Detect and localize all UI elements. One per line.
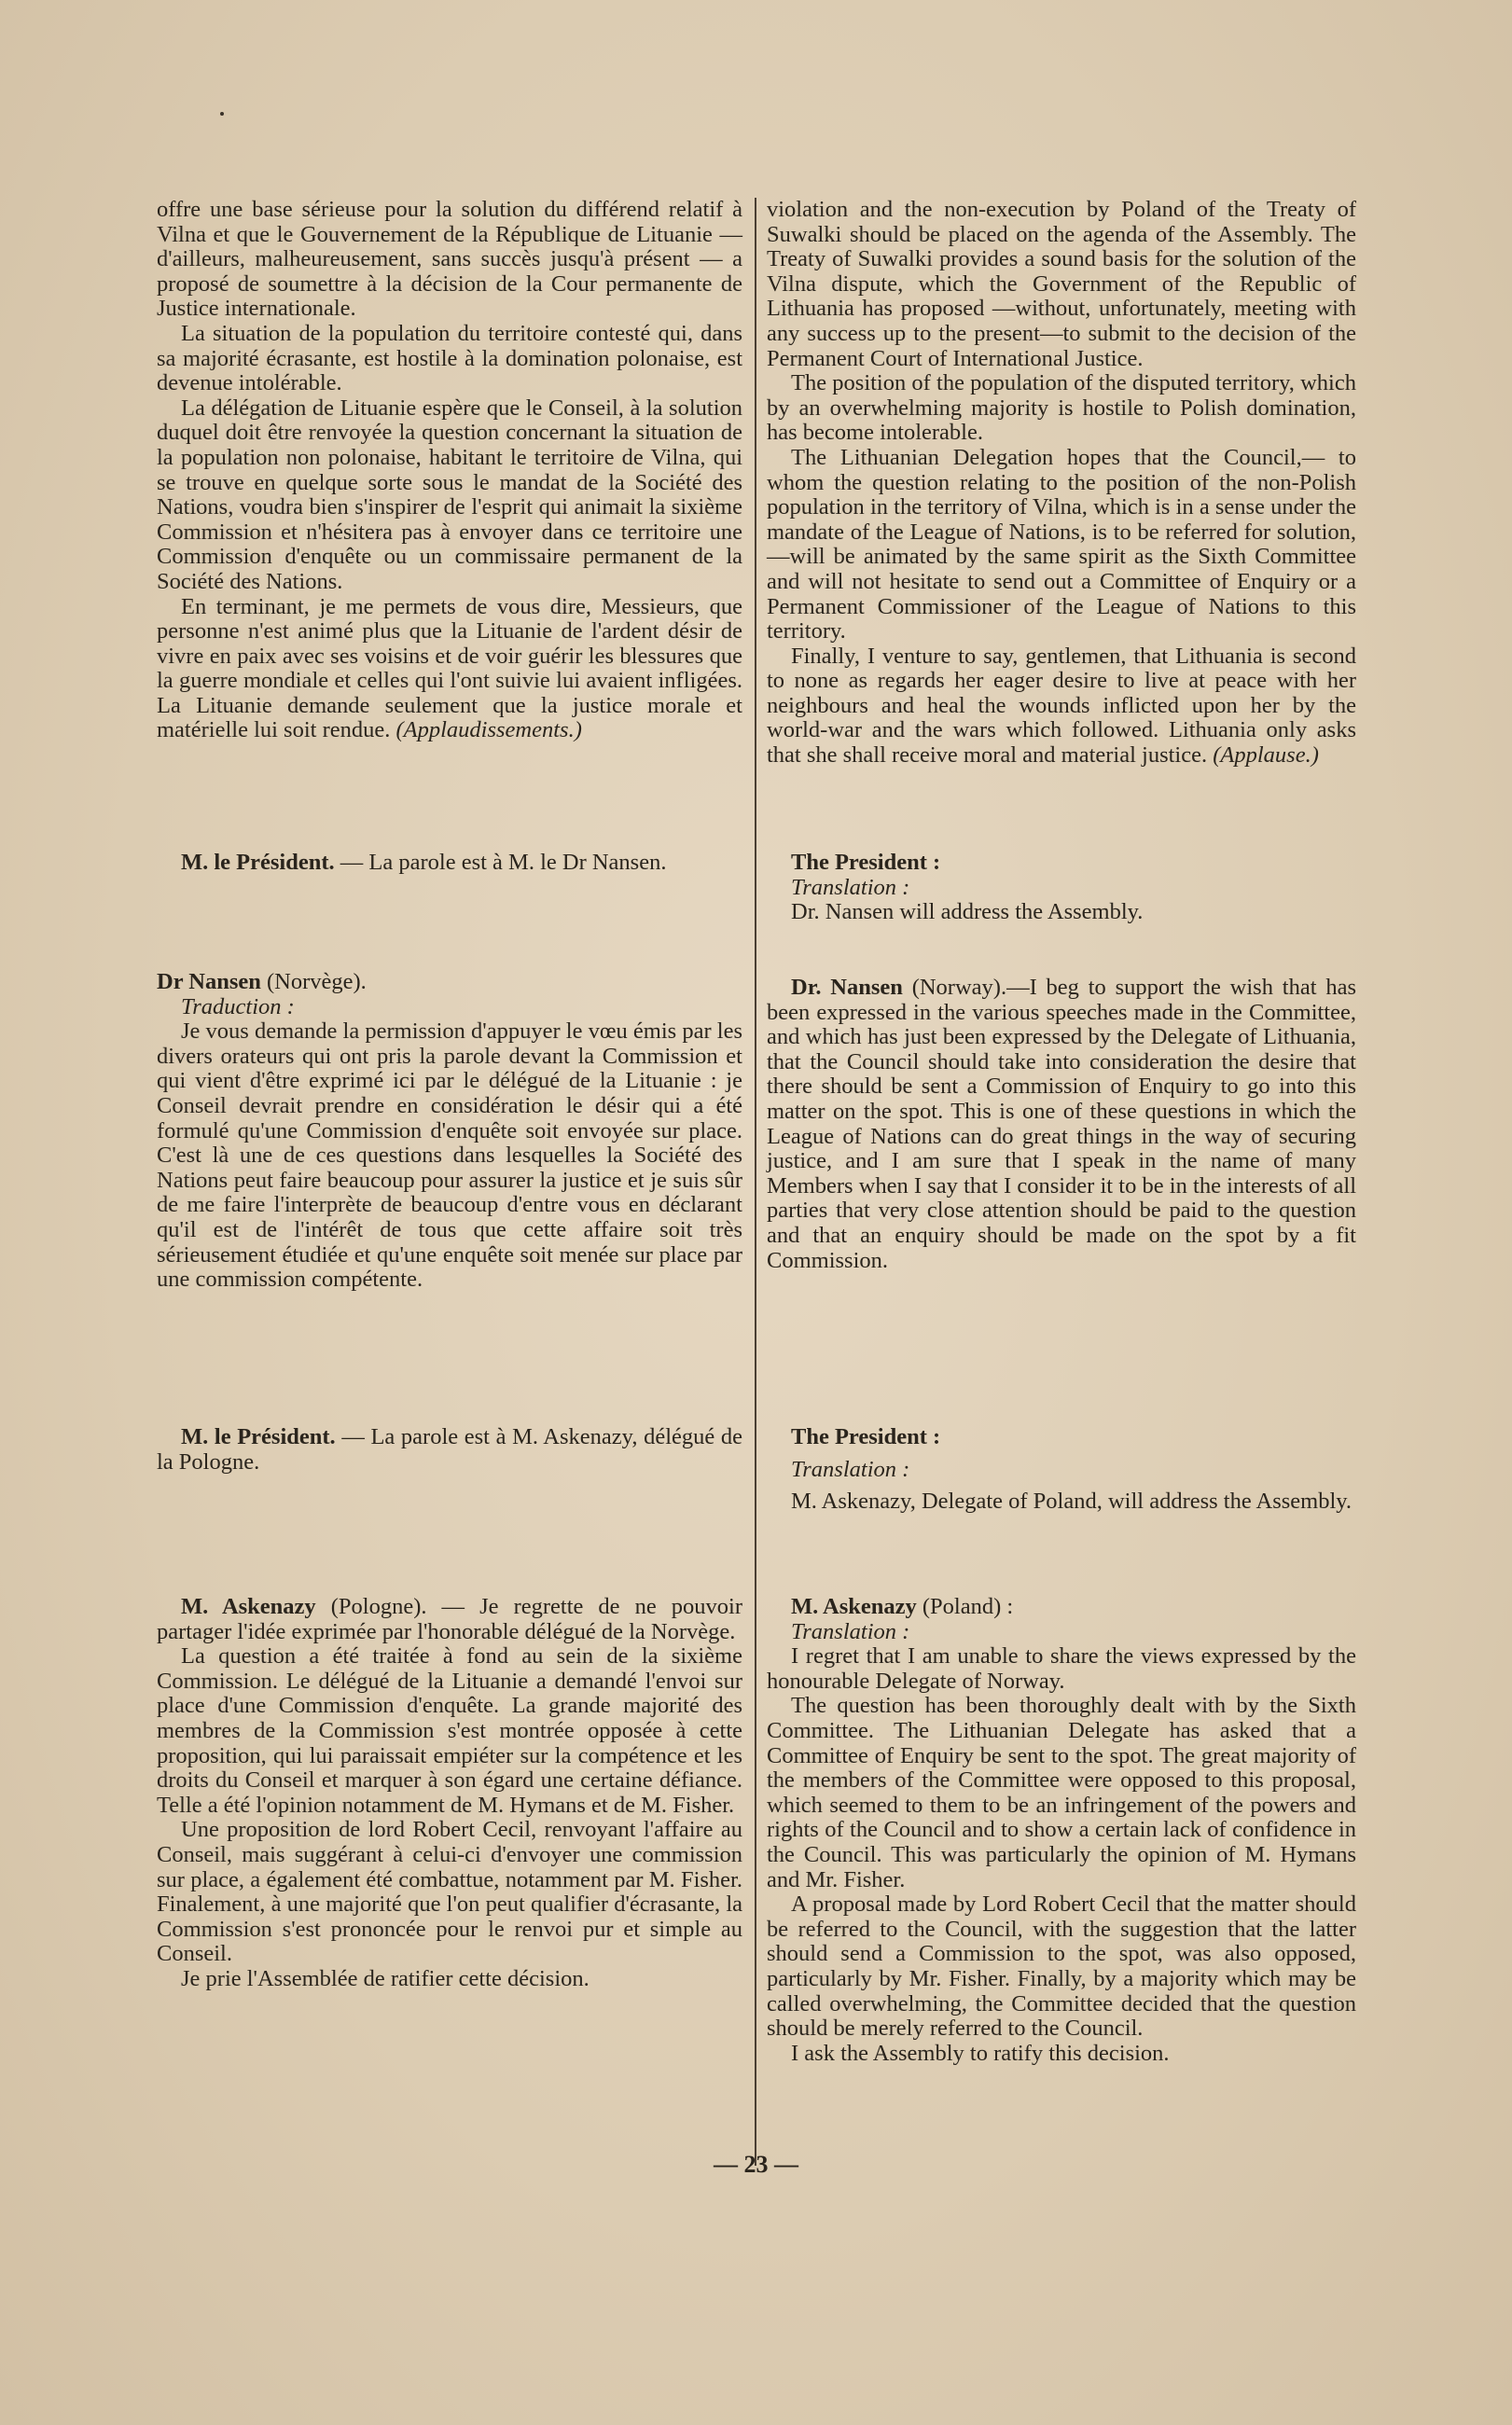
president-remark-2-fr: [157, 1425, 742, 1475]
lithuania-speech-en: [767, 198, 1356, 769]
translation-label: Translation :: [791, 874, 910, 900]
paragraph: I ask the Assembly to ratify this decision.: [791, 2040, 1170, 2066]
paragraph: The Lithuanian Delegation hopes that the Council,— to whom the question relating to the position of the non-Polish population in the territory of Vilna, which is in a sense under the mandate of the League of Nations, is to be referred for solution,—will be animated by the same spirit as the Sixth Committee and will not hesitate to send out a Committee of Enquiry or a Permanent Commissioner of the League of Nations to this territory.: [767, 444, 1356, 644]
paragraph: The question has been thoroughly dealt with by the Sixth Committee. The Lithuanian Delegate has asked that a Committee of Enquiry be sent to the spot. The great majority of the members of the Committee were opposed to this proposal, which seemed to them to be an infringement of the powers and rights of the Council and to show a certain lack of confidence in the Council. This was particularly the opinion of M. Hymans and Mr. Fisher.: [767, 1693, 1356, 1892]
paragraph: La délégation de Lituanie espère que le Conseil, à la solution duquel doit être renvoyée la question concernant la situation de la population non polonaise, habitant le territoire de Vilna, qui se trouve en quelque sorte sous le mandat de la Société des Nations, voudra bien s'inspirer de l'esprit qui animait la sixième Commission et n'hésitera pas à envoyer dans ce territoire une Commission d'enquête ou un commissaire permanent de la Société des Nations.: [157, 395, 742, 594]
paragraph: M. Askenazy, Delegate of Poland, will address the Assembly.: [791, 1489, 1352, 1515]
translation-label: Traduction :: [181, 993, 295, 1019]
nansen-speech-en: [767, 976, 1356, 1273]
president-remark-2-en: [767, 1425, 1356, 1515]
column-divider: [755, 198, 756, 2166]
translation-label: Translation :: [791, 1456, 910, 1482]
speck-mark: [220, 112, 224, 116]
paragraph: Une proposition de lord Robert Cecil, renvoyant l'affaire au Conseil, mais suggérant à celui-ci d'envoyer une commission sur place, a également été combattue, notamment par M. Fisher. Finalement, à une majorité que l'on peut qualifier d'écrasante, la Commission s'est prononcée pour le renvoi pur et simple au Conseil.: [157, 1817, 742, 1967]
paragraph-text: (Pologne). — Je regrette de ne pouvoir partager l'idée exprimée par l'honorable délégué de la Norvège.: [157, 1594, 743, 1644]
paragraph: offre une base sérieuse pour la solution du différend relatif à Vilna et que le Gouvernement de la République de Lituanie — d'ailleurs, malheureusement, sans succès jusqu'à présent — a proposé de soumettre à la décision de la Cour permanente de Justice internationale.: [157, 197, 742, 322]
remark-text: — La parole est à M. Askenazy, délégué de la Pologne.: [157, 1424, 743, 1475]
paragraph: [157, 1595, 742, 1644]
speaker-name: M. Askenazy: [791, 1594, 917, 1619]
translation-label: Translation :: [791, 1618, 910, 1644]
paragraph: [767, 976, 1356, 1273]
speaker-line: [157, 970, 742, 995]
paragraph: [157, 1425, 742, 1475]
speaker-name: M. Askenazy: [181, 1594, 316, 1619]
speaker-name: Dr. Nansen: [791, 975, 903, 1000]
speaker-line: [767, 1595, 1356, 1620]
english-column: [767, 198, 1356, 2166]
paragraph: Je vous demande la permission d'appuyer le vœu émis par les divers orateurs qui ont pris la parole devant la Commission et qui vient d'être exprimé ici par le délégué de la Lituanie : je Conseil devrait prendre en considération le désir qui a été formulé qu'une Commission d'enquête soit envoyée sur place. C'est là une de ces questions dans lesquelles la Société des Nations peut faire beaucoup pour assurer la justice et je suis sûr de me faire l'interprète de beaucoup d'entre vous en déclarant qu'il est de l'intérêt de tous que cette affaire soit très sérieusement étudiée et qu'une enquête soit menée sur place par une commission compétente.: [157, 1018, 742, 1293]
remark-text: — La parole est à M. le Dr Nansen.: [340, 850, 667, 875]
paragraph: La situation de la population du territoire contesté qui, dans sa majorité écrasante, est hostile à la domination polonaise, est devenue intolérable.: [157, 320, 742, 396]
paragraph: [157, 595, 742, 744]
speaker-name: The President :: [791, 850, 941, 875]
paragraph: La question a été traitée à fond au sein de la sixième Commission. Le délégué de la Lituanie a demandé l'envoi sur place d'une Commission d'enquête. La grande majorité des membres de la Commission s'est montrée opposée à cette proposition, qui lui paraissait empiéter sur la compétence et les droits du Conseil et marquer à son égard une certaine défiance. Telle a été l'opinion notamment de M. Hymans et de M. Fisher.: [157, 1643, 742, 1818]
speaker-name: M. le Président.: [181, 1424, 336, 1449]
speaker-name: Dr Nansen: [157, 969, 261, 994]
speaker-name: M. le Président.: [181, 850, 335, 875]
paragraph-text: Finally, I venture to say, gentlemen, that Lithuania is second to none as regards her eager desire to live at peace with her neighbours and heal the wounds inflicted upon her by the world-war and the wars which followed. Lithuania only asks that she shall receive moral and material justice.: [767, 643, 1356, 769]
president-remark-1-fr: [157, 851, 742, 876]
page-number: — 23 —: [714, 2151, 798, 2178]
applause-note: (Applause.): [1213, 742, 1319, 769]
paragraph: A proposal made by Lord Robert Cecil that the matter should be referred to the Council, with the suggestion that the latter should send a Commission to the spot, was also opposed, particularly by Mr. Fisher. Finally, by a majority which may be called overwhelming, the Committee decided that the question should be merely referred to the Council.: [767, 1892, 1356, 2042]
askenazy-speech-fr: [157, 1595, 742, 1992]
askenazy-speech-en: [767, 1595, 1356, 2066]
president-remark-1-en: [767, 851, 1356, 925]
paragraph: The position of the population of the disputed territory, which by an overwhelming majority is hostile to Polish domination, has become intolerable.: [767, 370, 1356, 446]
paragraph: Je prie l'Assemblée de ratifier cette décision.: [181, 1965, 590, 1991]
paragraph-text: (Norway).—I beg to support the wish that has been expressed in the various speeches made in the Committee, and which has just been expressed by the Delegate of Lithuania, that the Council should take into consideration the desire that there should be sent a Commission of Enquiry to go into this matter on the spot. This is one of these questions in which the League of Nations can do great things in the way of securing justice, and I am sure that I speak in the name of many Members when I say that I consider it to be in the interests of all parties that very close attention should be paid to the question and that an enquiry should be made on the spot by a fit Commission.: [767, 975, 1357, 1273]
paragraph: [767, 644, 1356, 769]
paragraph: [157, 851, 742, 876]
lithuania-speech-fr: [157, 198, 742, 743]
paragraph: Dr. Nansen will address the Assembly.: [791, 899, 1144, 925]
paragraph-text: En terminant, je me permets de vous dire, Messieurs, que personne n'est animé plus que la Lituanie de l'ardent désir de vivre en paix avec ses voisins et de voir guérir les blessures que la guerre mondiale et celles qui l'ont suivie lui avaient infligées. La Lituanie demande seulement que la justice morale et matérielle lui soit rendue.: [157, 593, 742, 743]
paragraph: I regret that I am unable to share the views expressed by the honourable Delegate of Norway.: [767, 1643, 1356, 1694]
applause-note: (Applaudissements.): [395, 717, 582, 743]
french-column: [157, 198, 742, 2166]
speaker-country: (Norvège).: [266, 969, 367, 994]
speaker-name: The President :: [791, 1424, 941, 1449]
speaker-country: (Poland) :: [922, 1594, 1014, 1619]
nansen-speech-fr: [157, 970, 742, 1293]
paragraph: violation and the non-execution by Poland of the Treaty of Suwalki should be placed on the agenda of the Assembly. The Treaty of Suwalki provides a sound basis for the solution of the Vilna dispute, which the Government of the Republic of Lithuania has proposed —without, unfortunately, meeting with any success up to the present—to submit to the decision of the Permanent Court of International Justice.: [767, 197, 1356, 371]
